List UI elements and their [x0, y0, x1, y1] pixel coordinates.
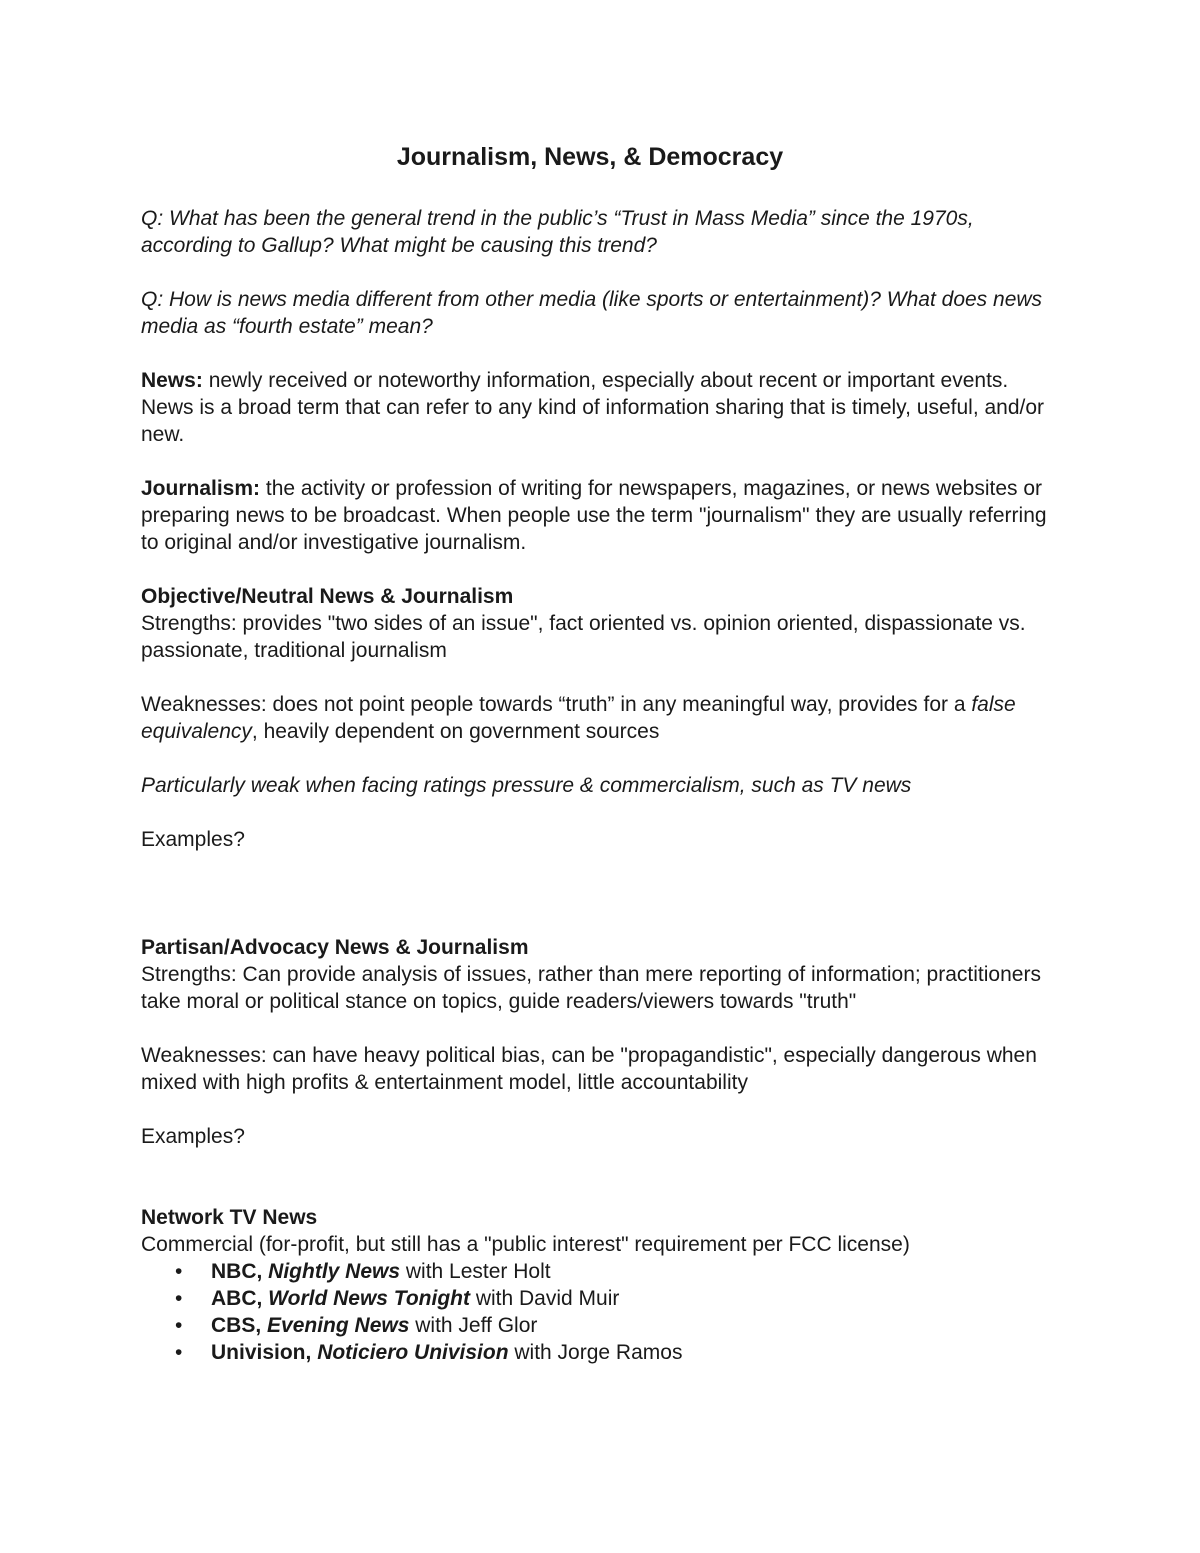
objective-weaknesses-pre: Weaknesses: does not point people towards “truth” in any meaningful way, provides for a — [141, 693, 972, 716]
list-item — [175, 1312, 1061, 1339]
partisan-weaknesses: Weaknesses: can have heavy political bias, can be "propagandistic", especially dangerous when mixed with high profits & entertainment model, little accountability — [141, 1044, 1037, 1094]
objective-heading: Objective/Neutral News & Journalism — [141, 585, 514, 608]
question-trust-trend: Q: What has been the general trend in the public’s “Trust in Mass Media” since the 1970s, according to Gallup? What might be causing this trend? — [141, 207, 974, 257]
bullet-icon: • — [175, 1341, 183, 1364]
network-host: with Jeff Glor — [409, 1314, 538, 1337]
definition-journalism-term: Journalism: — [141, 477, 261, 500]
question-fourth-estate: Q: How is news media different from other media (like sports or entertainment)? What does news media as “fourth estate” mean? — [141, 288, 1043, 338]
network-host: with David Muir — [470, 1287, 620, 1310]
objective-weaknesses-post: , heavily dependent on government sources — [251, 720, 660, 743]
network-name: CBS, — [211, 1314, 268, 1337]
network-section — [141, 1204, 1061, 1366]
document-title: Journalism, News, & Democracy — [396, 143, 784, 171]
objective-examples: Examples? — [141, 828, 245, 851]
document-page — [141, 140, 1061, 1366]
definition-news-term: News: — [141, 369, 203, 392]
definition-news-text: newly received or noteworthy information, especially about recent or important events. News is a broad term that can refer to any kind of information sharing that is timely, useful, and/or new. — [141, 369, 1045, 446]
definition-journalism-text: the activity or profession of writing for newspapers, magazines, or news websites or preparing news to be broadcast. When people use the term "journalism" they are usually referring to original and/or investigative journalism. — [141, 477, 1047, 554]
partisan-strengths: Strengths: Can provide analysis of issues, rather than mere reporting of information; practitioners take moral or political stance on topics, guide readers/viewers towards "truth" — [141, 963, 1041, 1013]
objective-strengths: Strengths: provides "two sides of an issue", fact oriented vs. opinion oriented, dispassionate vs. passionate, traditional journalism — [141, 612, 1026, 662]
network-name: Univision, — [211, 1341, 318, 1364]
objective-section — [141, 583, 1061, 664]
network-name: ABC, — [211, 1287, 269, 1310]
network-show: Evening News — [267, 1314, 410, 1337]
network-show: World News Tonight — [268, 1287, 470, 1310]
network-list — [141, 1258, 1061, 1366]
objective-weaknesses-italic: false equivalency — [141, 693, 1016, 743]
network-host: with Jorge Ramos — [508, 1341, 683, 1364]
network-intro: Commercial (for-profit, but still has a "public interest" requirement per FCC license) — [141, 1233, 910, 1256]
bullet-icon: • — [175, 1287, 183, 1310]
list-item — [175, 1285, 1061, 1312]
list-item — [175, 1339, 1061, 1366]
network-show: Nightly News — [268, 1260, 401, 1283]
bullet-icon: • — [175, 1260, 183, 1283]
partisan-heading: Partisan/Advocacy News & Journalism — [141, 936, 529, 959]
network-heading: Network TV News — [141, 1206, 318, 1229]
network-host: with Lester Holt — [400, 1260, 551, 1283]
network-show: Noticiero Univision — [317, 1341, 509, 1364]
bullet-icon: • — [175, 1314, 183, 1337]
objective-weaknesses — [141, 691, 1061, 745]
definition-news — [141, 367, 1061, 448]
partisan-section — [141, 934, 1061, 1015]
objective-note: Particularly weak when facing ratings pressure & commercialism, such as TV news — [141, 774, 912, 797]
list-item — [175, 1258, 1061, 1285]
network-name: NBC, — [211, 1260, 269, 1283]
partisan-examples: Examples? — [141, 1125, 245, 1148]
definition-journalism — [141, 475, 1061, 556]
